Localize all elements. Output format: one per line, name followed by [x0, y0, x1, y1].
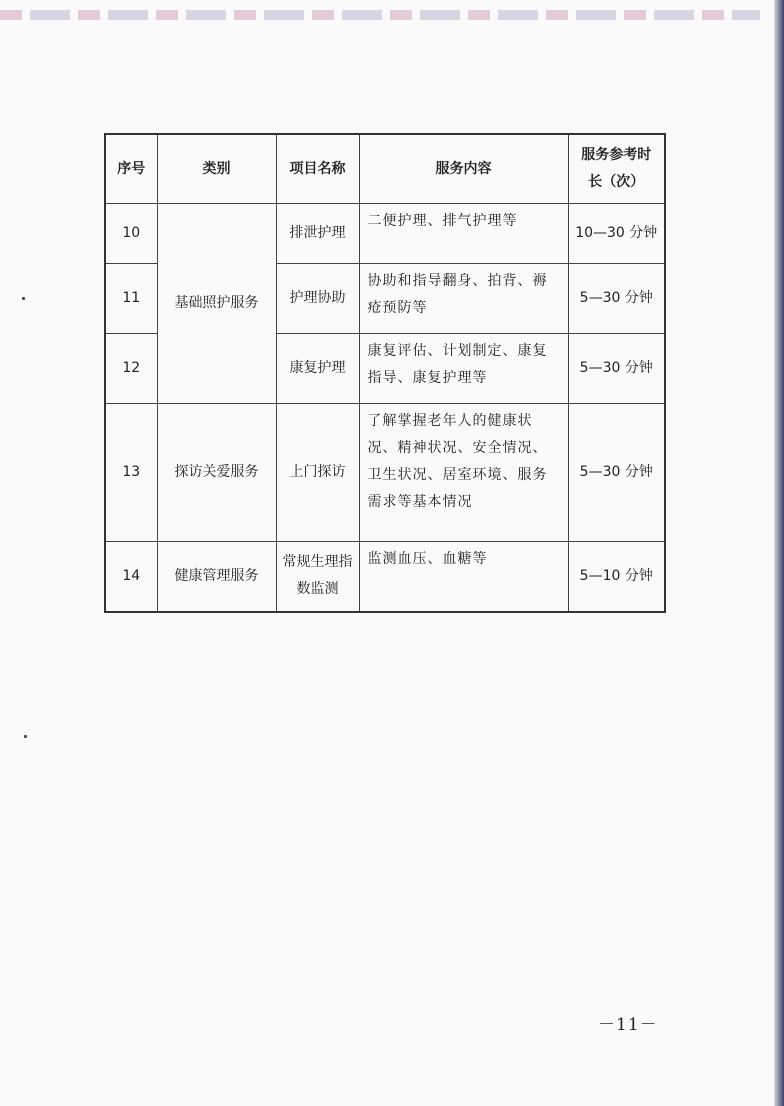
table-row	[105, 404, 665, 542]
row-content: 二便护理、排气护理等	[359, 204, 568, 264]
row-no: 13	[105, 404, 157, 542]
row-category: 探访关爱服务	[157, 404, 276, 542]
header-item: 项目名称	[276, 134, 359, 204]
scan-edge-top	[0, 10, 760, 20]
table-header-row	[105, 134, 665, 204]
row-duration: 5—30 分钟	[568, 404, 665, 542]
scan-edge-right	[774, 0, 784, 1106]
row-no: 14	[105, 542, 157, 612]
row-item: 护理协助	[276, 264, 359, 334]
row-duration: 5—10 分钟	[568, 542, 665, 612]
row-content: 协助和指导翻身、拍背、褥疮预防等	[359, 264, 568, 334]
page-number: －11－	[598, 1015, 658, 1035]
row-duration: 10—30 分钟	[568, 204, 665, 264]
header-category: 类别	[157, 134, 276, 204]
header-content: 服务内容	[359, 134, 568, 204]
row-content: 监测血压、血糖等	[359, 542, 568, 612]
header-no: 序号	[105, 134, 157, 204]
row-category: 健康管理服务	[157, 542, 276, 612]
row-item: 上门探访	[276, 404, 359, 542]
row-item: 康复护理	[276, 334, 359, 404]
table-row	[105, 542, 665, 612]
header-duration: 服务参考时长（次）	[568, 134, 665, 204]
row-duration: 5—30 分钟	[568, 334, 665, 404]
row-category: 基础照护服务	[157, 204, 276, 404]
row-item: 常规生理指数监测	[276, 542, 359, 612]
row-content: 了解掌握老年人的健康状况、精神状况、安全情况、卫生状况、居室环境、服务需求等基本情况	[359, 404, 568, 542]
table-row	[105, 204, 665, 264]
service-table	[104, 133, 666, 613]
scan-speck	[22, 297, 25, 300]
row-duration: 5—30 分钟	[568, 264, 665, 334]
row-no: 10	[105, 204, 157, 264]
row-item: 排泄护理	[276, 204, 359, 264]
row-no: 12	[105, 334, 157, 404]
scan-speck	[24, 735, 27, 738]
row-no: 11	[105, 264, 157, 334]
row-content: 康复评估、计划制定、康复指导、康复护理等	[359, 334, 568, 404]
